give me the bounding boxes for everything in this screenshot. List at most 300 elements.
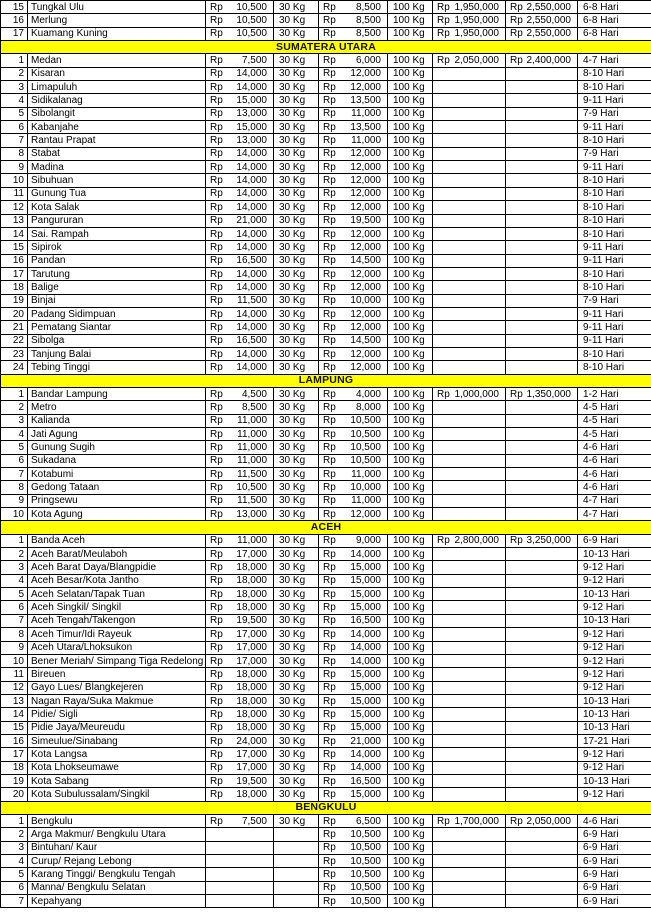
bulk-price-2-cell bbox=[506, 574, 578, 587]
price-value: 11,000 bbox=[351, 135, 381, 147]
currency-label: Rp bbox=[323, 121, 336, 133]
table-row bbox=[1, 428, 651, 441]
row-number-cell: 18 bbox=[1, 281, 28, 294]
price-value: 15,000 bbox=[350, 682, 381, 694]
currency-label: Rp bbox=[323, 642, 336, 654]
city-cell: Sibolangit bbox=[28, 107, 206, 120]
currency-label: Rp bbox=[210, 415, 223, 427]
bulk-price-1-cell bbox=[433, 734, 506, 747]
price-value: 14,000 bbox=[350, 628, 381, 640]
table-row bbox=[1, 281, 651, 294]
weight-100kg-cell: 100 Kg bbox=[388, 614, 433, 627]
currency-label: Rp bbox=[323, 708, 336, 720]
bulk-price-1-cell bbox=[433, 227, 506, 240]
currency-label: Rp bbox=[437, 388, 450, 400]
weight-100kg-cell: 100 Kg bbox=[388, 174, 433, 187]
weight-100kg-cell: 100 Kg bbox=[388, 481, 433, 494]
section-title: SUMATERA UTARA bbox=[1, 41, 651, 54]
currency-label: Rp bbox=[323, 281, 336, 293]
weight-30kg-cell: 30 Kg bbox=[274, 508, 319, 521]
bulk-price-1-cell bbox=[433, 294, 506, 307]
bulk-price-2-cell bbox=[506, 67, 578, 80]
city-cell: Pematang Siantar bbox=[28, 321, 206, 334]
price-100kg-cell bbox=[319, 481, 388, 494]
delivery-time-cell: 4-6 Hari bbox=[578, 481, 651, 494]
city-cell: Kota Salak bbox=[28, 201, 206, 214]
row-number-cell: 6 bbox=[1, 601, 28, 614]
price-30kg-cell bbox=[206, 1, 274, 14]
price-value: 14,000 bbox=[236, 321, 267, 333]
section-title: BENGKULU bbox=[1, 801, 651, 814]
currency-label: Rp bbox=[210, 255, 223, 267]
price-30kg-cell bbox=[206, 27, 274, 40]
currency-label: Rp bbox=[323, 201, 336, 213]
row-number-cell: 7 bbox=[1, 468, 28, 481]
currency-label: Rp bbox=[323, 442, 336, 454]
currency-label: Rp bbox=[323, 882, 336, 894]
weight-30kg-cell bbox=[274, 881, 319, 894]
price-value: 14,000 bbox=[236, 201, 267, 213]
currency-label: Rp bbox=[210, 121, 223, 133]
delivery-time-cell: 10-13 Hari bbox=[578, 588, 651, 601]
price-30kg-cell bbox=[206, 641, 274, 654]
currency-label: Rp bbox=[210, 68, 223, 80]
delivery-time-cell: 9-11 Hari bbox=[578, 161, 651, 174]
delivery-time-cell: 8-10 Hari bbox=[578, 347, 651, 360]
city-cell: Sai. Rampah bbox=[28, 227, 206, 240]
price-30kg-cell bbox=[206, 494, 274, 507]
table-row bbox=[1, 454, 651, 467]
price-30kg-cell bbox=[206, 814, 274, 827]
weight-100kg-cell: 100 Kg bbox=[388, 814, 433, 827]
price-30kg-cell bbox=[206, 454, 274, 467]
delivery-time-cell: 9-11 Hari bbox=[578, 121, 651, 134]
bulk-price-1-cell bbox=[433, 681, 506, 694]
price-value: 2,550,000 bbox=[526, 15, 571, 27]
price-value: 18,000 bbox=[236, 588, 267, 600]
delivery-time-cell: 9-12 Hari bbox=[578, 628, 651, 641]
weight-100kg-cell: 100 Kg bbox=[388, 67, 433, 80]
weight-100kg-cell: 100 Kg bbox=[388, 654, 433, 667]
bulk-price-1-cell bbox=[433, 347, 506, 360]
currency-label: Rp bbox=[323, 548, 336, 560]
price-value: 13,500 bbox=[350, 121, 381, 133]
table-row bbox=[1, 881, 651, 894]
row-number-cell: 1 bbox=[1, 814, 28, 827]
price-100kg-cell bbox=[319, 708, 388, 721]
bulk-price-1-cell bbox=[433, 161, 506, 174]
weight-100kg-cell: 100 Kg bbox=[388, 161, 433, 174]
bulk-price-2-cell bbox=[506, 387, 578, 400]
currency-label: Rp bbox=[510, 388, 523, 400]
currency-label: Rp bbox=[210, 295, 223, 307]
weight-100kg-cell: 100 Kg bbox=[388, 321, 433, 334]
price-value: 14,000 bbox=[350, 642, 381, 654]
price-30kg-cell bbox=[206, 347, 274, 360]
price-value: 19,500 bbox=[350, 215, 381, 227]
currency-label: Rp bbox=[323, 241, 336, 253]
price-100kg-cell bbox=[319, 868, 388, 881]
weight-100kg-cell: 100 Kg bbox=[388, 267, 433, 280]
currency-label: Rp bbox=[210, 95, 223, 107]
delivery-time-cell: 4-6 Hari bbox=[578, 814, 651, 827]
price-value: 15,000 bbox=[350, 722, 381, 734]
currency-label: Rp bbox=[323, 175, 336, 187]
currency-label: Rp bbox=[210, 548, 223, 560]
currency-label: Rp bbox=[210, 722, 223, 734]
row-number-cell: 2 bbox=[1, 828, 28, 841]
weight-100kg-cell: 100 Kg bbox=[388, 334, 433, 347]
row-number-cell: 8 bbox=[1, 147, 28, 160]
row-number-cell: 24 bbox=[1, 361, 28, 374]
currency-label: Rp bbox=[323, 388, 336, 400]
currency-label: Rp bbox=[210, 281, 223, 293]
price-value: 12,000 bbox=[350, 228, 381, 240]
currency-label: Rp bbox=[323, 255, 336, 267]
table-row bbox=[1, 387, 651, 400]
weight-100kg-cell: 100 Kg bbox=[388, 681, 433, 694]
delivery-time-cell: 17-21 Hari bbox=[578, 734, 651, 747]
price-value: 11,000 bbox=[237, 428, 267, 440]
price-100kg-cell bbox=[319, 267, 388, 280]
delivery-time-cell: 9-12 Hari bbox=[578, 601, 651, 614]
currency-label: Rp bbox=[210, 428, 223, 440]
weight-30kg-cell bbox=[274, 828, 319, 841]
table-row bbox=[1, 294, 651, 307]
row-number-cell: 9 bbox=[1, 641, 28, 654]
price-value: 1,950,000 bbox=[454, 15, 499, 27]
currency-label: Rp bbox=[437, 55, 450, 67]
price-value: 10,500 bbox=[350, 442, 381, 454]
bulk-price-2-cell bbox=[506, 855, 578, 868]
table-row bbox=[1, 694, 651, 707]
price-value: 10,500 bbox=[236, 15, 267, 27]
bulk-price-2-cell bbox=[506, 54, 578, 67]
delivery-time-cell: 8-10 Hari bbox=[578, 267, 651, 280]
price-100kg-cell bbox=[319, 27, 388, 40]
currency-label: Rp bbox=[323, 562, 336, 574]
bulk-price-1-cell bbox=[433, 774, 506, 787]
currency-label: Rp bbox=[323, 695, 336, 707]
weight-30kg-cell: 30 Kg bbox=[274, 387, 319, 400]
row-number-cell: 4 bbox=[1, 94, 28, 107]
weight-30kg-cell: 30 Kg bbox=[274, 27, 319, 40]
currency-label: Rp bbox=[437, 535, 450, 547]
price-value: 14,000 bbox=[350, 548, 381, 560]
price-value: 11,000 bbox=[237, 415, 267, 427]
currency-label: Rp bbox=[210, 708, 223, 720]
delivery-time-cell: 8-10 Hari bbox=[578, 201, 651, 214]
weight-100kg-cell: 100 Kg bbox=[388, 361, 433, 374]
price-value: 15,000 bbox=[350, 588, 381, 600]
currency-label: Rp bbox=[323, 468, 336, 480]
weight-30kg-cell: 30 Kg bbox=[274, 241, 319, 254]
currency-label: Rp bbox=[210, 148, 223, 160]
weight-30kg-cell: 30 Kg bbox=[274, 694, 319, 707]
section-header-row bbox=[1, 41, 651, 54]
weight-30kg-cell: 30 Kg bbox=[274, 641, 319, 654]
currency-label: Rp bbox=[323, 722, 336, 734]
bulk-price-1-cell bbox=[433, 281, 506, 294]
price-30kg-cell bbox=[206, 734, 274, 747]
price-30kg-cell bbox=[206, 134, 274, 147]
weight-100kg-cell: 100 Kg bbox=[388, 855, 433, 868]
row-number-cell: 4 bbox=[1, 855, 28, 868]
price-value: 10,500 bbox=[350, 842, 381, 854]
city-cell: Sukadana bbox=[28, 454, 206, 467]
city-cell: Bintuhan/ Kaur bbox=[28, 841, 206, 854]
price-value: 10,500 bbox=[236, 1, 267, 13]
bulk-price-2-cell bbox=[506, 588, 578, 601]
weight-100kg-cell: 100 Kg bbox=[388, 708, 433, 721]
table-row bbox=[1, 14, 651, 27]
city-cell: Kisaran bbox=[28, 67, 206, 80]
table-row bbox=[1, 494, 651, 507]
weight-30kg-cell: 30 Kg bbox=[274, 654, 319, 667]
price-30kg-cell bbox=[206, 361, 274, 374]
weight-30kg-cell: 30 Kg bbox=[274, 748, 319, 761]
price-100kg-cell bbox=[319, 601, 388, 614]
table-row bbox=[1, 94, 651, 107]
price-value: 11,000 bbox=[237, 442, 267, 454]
price-value: 6,000 bbox=[355, 55, 381, 67]
price-value: 12,000 bbox=[350, 241, 381, 253]
price-value: 15,000 bbox=[350, 788, 381, 800]
currency-label: Rp bbox=[437, 815, 450, 827]
weight-100kg-cell: 100 Kg bbox=[388, 227, 433, 240]
currency-label: Rp bbox=[323, 188, 336, 200]
price-value: 19,500 bbox=[236, 775, 267, 787]
delivery-time-cell: 4-5 Hari bbox=[578, 428, 651, 441]
weight-30kg-cell: 30 Kg bbox=[274, 107, 319, 120]
price-value: 14,000 bbox=[236, 308, 267, 320]
currency-label: Rp bbox=[323, 762, 336, 774]
price-value: 2,550,000 bbox=[526, 1, 571, 13]
delivery-time-cell: 10-13 Hari bbox=[578, 694, 651, 707]
table-row bbox=[1, 227, 651, 240]
price-value: 14,000 bbox=[350, 655, 381, 667]
price-value: 24,000 bbox=[236, 735, 267, 747]
price-100kg-cell bbox=[319, 895, 388, 908]
weight-100kg-cell: 100 Kg bbox=[388, 841, 433, 854]
bulk-price-1-cell bbox=[433, 668, 506, 681]
bulk-price-1-cell bbox=[433, 1, 506, 14]
price-value: 14,000 bbox=[236, 348, 267, 360]
table-row bbox=[1, 254, 651, 267]
price-30kg-cell bbox=[206, 161, 274, 174]
row-number-cell: 5 bbox=[1, 588, 28, 601]
table-row bbox=[1, 468, 651, 481]
city-cell: Sibuhuan bbox=[28, 174, 206, 187]
price-value: 11,000 bbox=[237, 455, 267, 467]
weight-30kg-cell: 30 Kg bbox=[274, 574, 319, 587]
price-100kg-cell bbox=[319, 734, 388, 747]
currency-label: Rp bbox=[323, 228, 336, 240]
bulk-price-2-cell bbox=[506, 414, 578, 427]
currency-label: Rp bbox=[210, 28, 223, 40]
currency-label: Rp bbox=[210, 135, 223, 147]
price-30kg-cell bbox=[206, 387, 274, 400]
bulk-price-2-cell bbox=[506, 708, 578, 721]
delivery-time-cell: 9-12 Hari bbox=[578, 641, 651, 654]
bulk-price-2-cell bbox=[506, 534, 578, 547]
city-cell: Gunung Tua bbox=[28, 187, 206, 200]
bulk-price-2-cell bbox=[506, 267, 578, 280]
bulk-price-2-cell bbox=[506, 401, 578, 414]
weight-100kg-cell: 100 Kg bbox=[388, 788, 433, 801]
currency-label: Rp bbox=[510, 1, 523, 13]
currency-label: Rp bbox=[210, 1, 223, 13]
city-cell: Pangururan bbox=[28, 214, 206, 227]
price-100kg-cell bbox=[319, 281, 388, 294]
row-number-cell: 3 bbox=[1, 81, 28, 94]
weight-30kg-cell: 30 Kg bbox=[274, 201, 319, 214]
currency-label: Rp bbox=[323, 401, 336, 413]
currency-label: Rp bbox=[210, 81, 223, 93]
price-100kg-cell bbox=[319, 214, 388, 227]
price-value: 2,400,000 bbox=[526, 55, 571, 67]
delivery-time-cell: 9-11 Hari bbox=[578, 321, 651, 334]
table-row bbox=[1, 654, 651, 667]
bulk-price-1-cell bbox=[433, 788, 506, 801]
bulk-price-1-cell bbox=[433, 868, 506, 881]
weight-100kg-cell: 100 Kg bbox=[388, 534, 433, 547]
weight-30kg-cell: 30 Kg bbox=[274, 774, 319, 787]
bulk-price-2-cell bbox=[506, 81, 578, 94]
delivery-time-cell: 4-7 Hari bbox=[578, 494, 651, 507]
table-row bbox=[1, 895, 651, 908]
price-100kg-cell bbox=[319, 428, 388, 441]
bulk-price-2-cell bbox=[506, 494, 578, 507]
table-row bbox=[1, 548, 651, 561]
weight-100kg-cell: 100 Kg bbox=[388, 588, 433, 601]
weight-30kg-cell: 30 Kg bbox=[274, 428, 319, 441]
delivery-time-cell: 8-10 Hari bbox=[578, 134, 651, 147]
currency-label: Rp bbox=[210, 695, 223, 707]
bulk-price-2-cell bbox=[506, 481, 578, 494]
table-row bbox=[1, 401, 651, 414]
delivery-time-cell: 6-9 Hari bbox=[578, 855, 651, 868]
weight-30kg-cell: 30 Kg bbox=[274, 721, 319, 734]
price-value: 2,050,000 bbox=[454, 55, 499, 67]
price-value: 11,500 bbox=[237, 468, 267, 480]
weight-30kg-cell: 30 Kg bbox=[274, 187, 319, 200]
city-cell: Aceh Utara/Lhoksukon bbox=[28, 641, 206, 654]
currency-label: Rp bbox=[323, 455, 336, 467]
price-value: 13,000 bbox=[236, 508, 267, 520]
currency-label: Rp bbox=[323, 842, 336, 854]
currency-label: Rp bbox=[510, 55, 523, 67]
price-value: 15,000 bbox=[350, 602, 381, 614]
weight-30kg-cell: 30 Kg bbox=[274, 401, 319, 414]
price-value: 14,000 bbox=[236, 281, 267, 293]
delivery-time-cell: 9-11 Hari bbox=[578, 94, 651, 107]
row-number-cell: 1 bbox=[1, 534, 28, 547]
weight-30kg-cell: 30 Kg bbox=[274, 294, 319, 307]
delivery-time-cell: 8-10 Hari bbox=[578, 67, 651, 80]
bulk-price-1-cell bbox=[433, 534, 506, 547]
price-value: 16,500 bbox=[236, 255, 267, 267]
price-value: 13,500 bbox=[350, 95, 381, 107]
city-cell: Bener Meriah/ Simpang Tiga Redelong bbox=[28, 654, 206, 667]
bulk-price-2-cell bbox=[506, 694, 578, 707]
table-row bbox=[1, 628, 651, 641]
currency-label: Rp bbox=[323, 788, 336, 800]
price-value: 14,000 bbox=[236, 188, 267, 200]
price-100kg-cell bbox=[319, 828, 388, 841]
city-cell: Merlung bbox=[28, 14, 206, 27]
row-number-cell: 16 bbox=[1, 734, 28, 747]
currency-label: Rp bbox=[323, 308, 336, 320]
price-value: 10,500 bbox=[350, 855, 381, 867]
currency-label: Rp bbox=[323, 482, 336, 494]
price-30kg-cell bbox=[206, 548, 274, 561]
price-100kg-cell bbox=[319, 614, 388, 627]
section-header-row bbox=[1, 521, 651, 534]
bulk-price-1-cell bbox=[433, 81, 506, 94]
price-value: 1,000,000 bbox=[454, 388, 499, 400]
city-cell: Padang Sidimpuan bbox=[28, 307, 206, 320]
weight-100kg-cell: 100 Kg bbox=[388, 81, 433, 94]
table-row bbox=[1, 121, 651, 134]
row-number-cell: 12 bbox=[1, 681, 28, 694]
weight-100kg-cell: 100 Kg bbox=[388, 121, 433, 134]
price-value: 11,500 bbox=[237, 495, 267, 507]
price-value: 18,000 bbox=[236, 722, 267, 734]
row-number-cell: 2 bbox=[1, 67, 28, 80]
currency-label: Rp bbox=[210, 788, 223, 800]
bulk-price-1-cell bbox=[433, 614, 506, 627]
delivery-time-cell: 9-12 Hari bbox=[578, 761, 651, 774]
currency-label: Rp bbox=[323, 348, 336, 360]
price-value: 12,000 bbox=[350, 281, 381, 293]
price-value: 19,500 bbox=[236, 615, 267, 627]
price-value: 1,350,000 bbox=[526, 388, 571, 400]
price-value: 12,000 bbox=[350, 308, 381, 320]
price-value: 17,000 bbox=[236, 628, 267, 640]
currency-label: Rp bbox=[210, 628, 223, 640]
row-number-cell: 16 bbox=[1, 14, 28, 27]
weight-100kg-cell: 100 Kg bbox=[388, 414, 433, 427]
row-number-cell: 6 bbox=[1, 454, 28, 467]
delivery-time-cell: 6-8 Hari bbox=[578, 27, 651, 40]
price-100kg-cell bbox=[319, 307, 388, 320]
price-value: 21,000 bbox=[350, 735, 381, 747]
bulk-price-2-cell bbox=[506, 1, 578, 14]
delivery-time-cell: 9-12 Hari bbox=[578, 788, 651, 801]
price-30kg-cell bbox=[206, 614, 274, 627]
delivery-time-cell: 6-9 Hari bbox=[578, 534, 651, 547]
row-number-cell: 4 bbox=[1, 574, 28, 587]
weight-30kg-cell: 30 Kg bbox=[274, 494, 319, 507]
row-number-cell: 12 bbox=[1, 201, 28, 214]
row-number-cell: 14 bbox=[1, 227, 28, 240]
row-number-cell: 10 bbox=[1, 174, 28, 187]
price-value: 10,500 bbox=[236, 482, 267, 494]
weight-30kg-cell: 30 Kg bbox=[274, 548, 319, 561]
delivery-time-cell: 8-10 Hari bbox=[578, 214, 651, 227]
city-cell: Arga Makmur/ Bengkulu Utara bbox=[28, 828, 206, 841]
delivery-time-cell: 8-10 Hari bbox=[578, 187, 651, 200]
row-number-cell: 15 bbox=[1, 1, 28, 14]
delivery-time-cell: 4-6 Hari bbox=[578, 454, 651, 467]
bulk-price-1-cell bbox=[433, 241, 506, 254]
bulk-price-1-cell bbox=[433, 881, 506, 894]
bulk-price-1-cell bbox=[433, 855, 506, 868]
row-number-cell: 7 bbox=[1, 895, 28, 908]
currency-label: Rp bbox=[323, 108, 336, 120]
weight-30kg-cell: 30 Kg bbox=[274, 67, 319, 80]
